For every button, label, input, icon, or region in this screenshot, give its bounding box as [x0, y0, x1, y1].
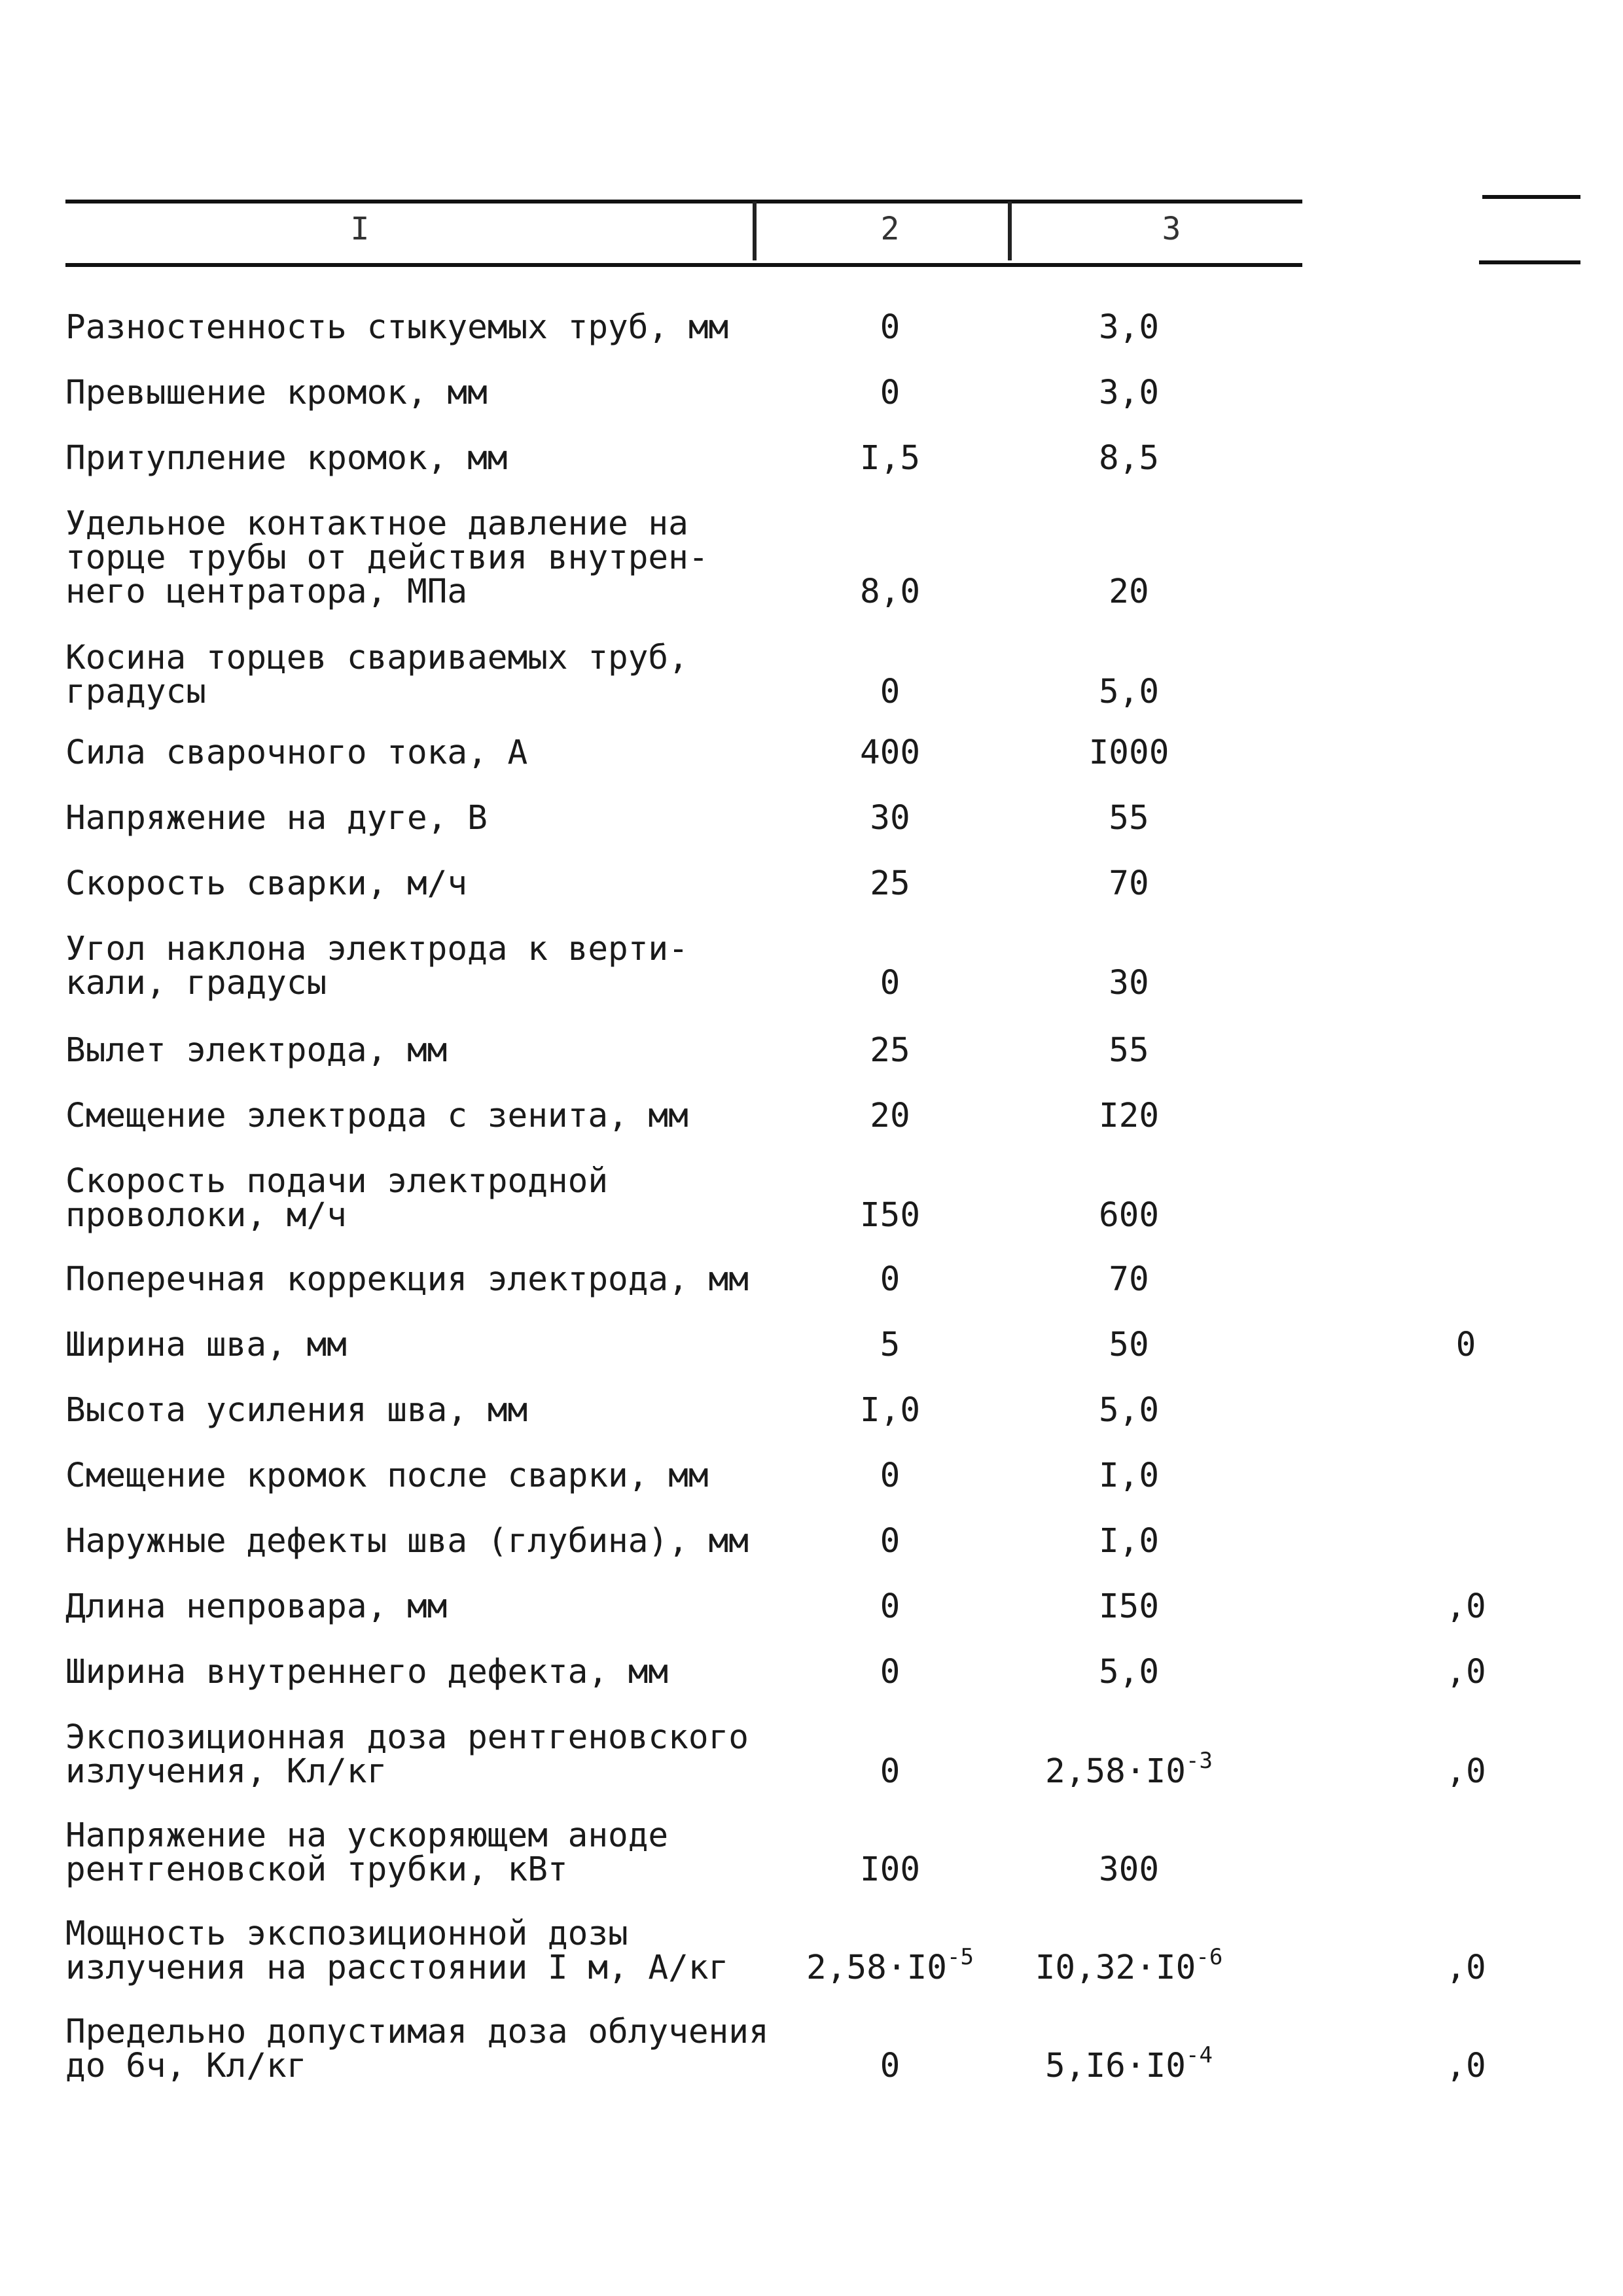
min-value-text: 0 — [880, 1522, 901, 1561]
max-value-text: 3,0 — [1098, 374, 1160, 412]
min-value-text: 0 — [880, 374, 901, 412]
max-value — [982, 1655, 1276, 1689]
max-value-text: 20 — [1109, 573, 1149, 611]
max-value-text: 5,I6·I0 — [1045, 2047, 1186, 2085]
parameter-label: Поперечная коррекция электрода, мм — [65, 1260, 749, 1299]
parameter-label: Ширина внутреннего дефекта, мм — [65, 1653, 669, 1691]
min-value — [785, 1522, 995, 1561]
parameter-label: Ширина шва, мм — [65, 1326, 347, 1364]
min-value-text: 5 — [880, 1326, 901, 1364]
margin-mark: ,0 — [1446, 1949, 1486, 1987]
parameter-label: Скорость подачи электродной проволоки, м/ч — [65, 1162, 609, 1235]
column-header-3: 3 — [1162, 211, 1181, 247]
parameter-label: Удельное контактное давление на торце трубы от действия внутрен- него центратора, МПа — [65, 504, 709, 611]
min-value-text: 0 — [880, 308, 901, 347]
min-value-text: 0 — [880, 2047, 901, 2085]
parameter-label: Длина непровара, мм — [65, 1587, 448, 1626]
max-value — [982, 1459, 1276, 1493]
min-value — [785, 1655, 995, 1689]
max-value-text: 55 — [1109, 1031, 1149, 1070]
min-value — [785, 1944, 995, 1987]
max-value-text: 600 — [1098, 1196, 1160, 1235]
min-value-text: 0 — [880, 1260, 901, 1299]
min-value — [785, 966, 995, 1000]
margin-mark: 0 — [1455, 1326, 1476, 1364]
parameter-label: Экспозиционная доза рентгеновского излучения, Кл/кг — [65, 1718, 749, 1791]
parameter-label: Разностенность стыкуемых труб, мм — [65, 308, 729, 347]
max-value — [982, 733, 1276, 772]
min-value — [785, 2049, 995, 2083]
min-value — [785, 376, 995, 410]
max-value-text: 5,0 — [1098, 1653, 1160, 1691]
max-value — [982, 1587, 1276, 1626]
min-value-text: 2,58·I0 — [806, 1949, 947, 1987]
max-value-text: 2,58·I0 — [1045, 1752, 1186, 1791]
max-value — [982, 439, 1276, 478]
max-value — [982, 966, 1276, 1000]
parameter-label: Смещение кромок после сварки, мм — [65, 1457, 709, 1495]
margin-mark: ,0 — [1446, 1752, 1486, 1791]
max-value-text: 5,0 — [1098, 1391, 1160, 1430]
max-value-text: I,0 — [1098, 1457, 1160, 1495]
parameter-label: Скорость сварки, м/ч — [65, 864, 468, 903]
max-value — [982, 1031, 1276, 1070]
min-value-text: 0 — [880, 1752, 901, 1791]
min-value-text: 0 — [880, 673, 901, 711]
max-value — [982, 376, 1276, 410]
max-value — [982, 1522, 1276, 1561]
max-value-text: I0,32·I0 — [1035, 1949, 1196, 1987]
parameter-label: Смещение электрода с зенита, мм — [65, 1097, 688, 1135]
min-value — [785, 439, 995, 478]
min-value — [785, 1587, 995, 1626]
column-header-2: 2 — [880, 211, 900, 247]
margin-rule-top — [1482, 195, 1580, 199]
parameter-label: Вылет электрода, мм — [65, 1031, 448, 1070]
min-value — [785, 1328, 995, 1362]
max-value-text: I,0 — [1098, 1522, 1160, 1561]
parameter-label: Напряжение на дуге, В — [65, 799, 488, 838]
max-value-text: 55 — [1109, 799, 1149, 838]
parameter-label: Предельно допустимая доза облучения до 6ч, Кл/кг — [65, 2013, 769, 2085]
parameter-label: Сила сварочного тока, А — [65, 733, 528, 772]
parameter-label: Высота усиления шва, мм — [65, 1391, 528, 1430]
min-value — [785, 675, 995, 709]
min-value — [785, 1459, 995, 1493]
max-value — [982, 1748, 1276, 1791]
margin-mark: ,0 — [1446, 1653, 1486, 1691]
max-value — [982, 2042, 1276, 2085]
max-value-text: 70 — [1109, 1260, 1149, 1299]
min-value-text: 400 — [859, 733, 921, 772]
min-value-text: 25 — [870, 864, 910, 903]
min-value-text: I,0 — [859, 1391, 921, 1430]
max-value-text: 30 — [1109, 964, 1149, 1002]
min-value — [785, 1850, 995, 1889]
max-value-text: I50 — [1098, 1587, 1160, 1626]
min-value — [785, 733, 995, 772]
max-value — [982, 675, 1276, 709]
max-value — [982, 1328, 1276, 1362]
max-value-text: 300 — [1098, 1850, 1160, 1889]
max-value — [982, 864, 1276, 903]
min-value — [785, 1391, 995, 1430]
max-value-text: I000 — [1088, 733, 1169, 772]
min-value-text: 20 — [870, 1097, 910, 1135]
max-value — [982, 1196, 1276, 1235]
parameter-label: Превышение кромок, мм — [65, 374, 488, 412]
min-value — [785, 1099, 995, 1133]
max-value-text: 70 — [1109, 864, 1149, 903]
min-value-text: 25 — [870, 1031, 910, 1070]
min-value-text: I50 — [859, 1196, 921, 1235]
min-value — [785, 575, 995, 609]
min-value-text: I00 — [859, 1850, 921, 1889]
min-value-text: 0 — [880, 1587, 901, 1626]
column-header-1: I — [350, 211, 370, 247]
max-value-text: 3,0 — [1098, 308, 1160, 347]
max-value-text: 5,0 — [1098, 673, 1160, 711]
max-value-exponent: -3 — [1185, 1748, 1213, 1774]
min-value-text: 0 — [880, 1457, 901, 1495]
parameter-label: Наружные дефекты шва (глубина), мм — [65, 1522, 749, 1561]
max-value-exponent: -6 — [1196, 1944, 1223, 1970]
parameter-label: Угол наклона электрода к верти- кали, градусы — [65, 930, 688, 1002]
max-value-text: 8,5 — [1098, 439, 1160, 478]
min-value-text: 8,0 — [859, 573, 921, 611]
min-value — [785, 1031, 995, 1070]
min-value-text: 0 — [880, 1653, 901, 1691]
margin-mark: ,0 — [1446, 2047, 1486, 2085]
margin-mark: ,0 — [1446, 1587, 1486, 1626]
parameter-label: Косина торцев свариваемых труб, градусы — [65, 639, 688, 711]
max-value — [982, 1099, 1276, 1133]
min-value-text: 30 — [870, 799, 910, 838]
max-value-text: 50 — [1109, 1326, 1149, 1364]
max-value — [982, 799, 1276, 838]
min-value-text: I,5 — [859, 439, 921, 478]
table-header-bottom-rule — [65, 263, 1302, 267]
parameter-label: Напряжение на ускоряющем аноде рентгеновской трубки, кВт — [65, 1816, 669, 1889]
min-value — [785, 308, 995, 347]
max-value — [982, 308, 1276, 347]
margin-rule-bottom — [1479, 260, 1580, 264]
min-value-text: 0 — [880, 964, 901, 1002]
min-value — [785, 1260, 995, 1299]
table-top-rule — [65, 200, 1302, 203]
min-value-exponent: -5 — [946, 1944, 974, 1970]
max-value — [982, 1944, 1276, 1987]
min-value — [785, 799, 995, 838]
parameter-label: Притупление кромок, мм — [65, 439, 508, 478]
column-divider-1 — [753, 202, 757, 260]
max-value — [982, 575, 1276, 609]
column-divider-2 — [1008, 202, 1012, 260]
parameter-label: Мощность экспозиционной дозы излучения на расстоянии I м, А/кг — [65, 1915, 729, 1987]
max-value — [982, 1260, 1276, 1299]
max-value — [982, 1850, 1276, 1889]
max-value-exponent: -4 — [1185, 2042, 1213, 2068]
min-value — [785, 1196, 995, 1235]
max-value-text: I20 — [1098, 1097, 1160, 1135]
max-value — [982, 1391, 1276, 1430]
min-value — [785, 1752, 995, 1791]
min-value — [785, 864, 995, 903]
